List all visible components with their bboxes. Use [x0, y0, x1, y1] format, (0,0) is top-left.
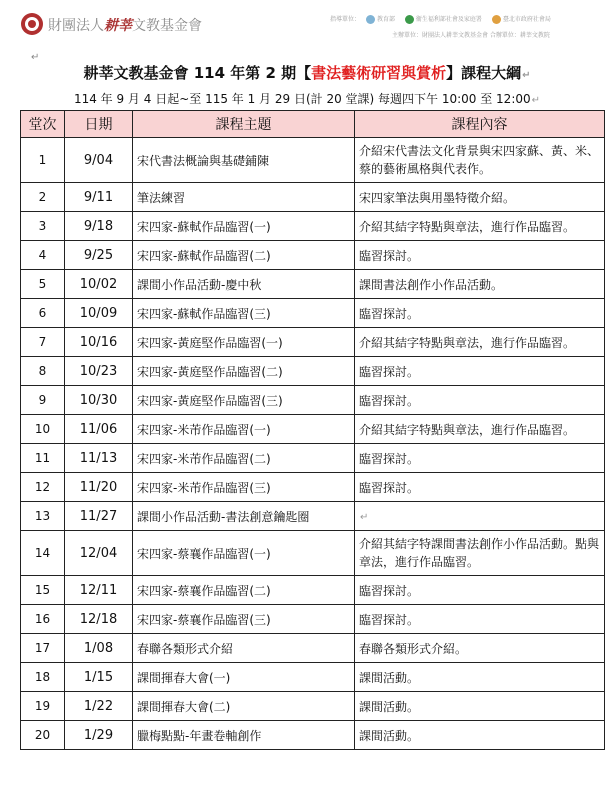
session-number: 7 — [21, 328, 65, 357]
session-number: 14 — [21, 531, 65, 576]
title-highlight: 書法藝術研習與賞析 — [311, 64, 447, 82]
session-content: 課間活動。 — [355, 721, 605, 750]
table-header-row — [21, 111, 605, 138]
session-content — [355, 502, 605, 531]
header-session: 堂次 — [21, 111, 65, 138]
session-date: 11/20 — [65, 473, 133, 502]
session-date: 12/04 — [65, 531, 133, 576]
session-date: 12/11 — [65, 576, 133, 605]
session-content: 宋四家筆法與用墨特徵介紹。 — [355, 183, 605, 212]
header-date: 日期 — [65, 111, 133, 138]
session-date: 9/18 — [65, 212, 133, 241]
session-date: 1/22 — [65, 692, 133, 721]
session-date: 11/06 — [65, 415, 133, 444]
session-date: 10/09 — [65, 299, 133, 328]
session-date: 1/08 — [65, 634, 133, 663]
session-topic: 宋四家-蔡襄作品臨習(二) — [133, 576, 355, 605]
session-topic: 課間小作品活動-慶中秋 — [133, 270, 355, 299]
table-row — [21, 328, 605, 357]
session-content: 介紹其結字特課間書法創作小作品活動。點與章法，進行作品臨習。 — [355, 531, 605, 576]
session-number: 10 — [21, 415, 65, 444]
session-date: 10/02 — [65, 270, 133, 299]
sponsor-2: 衛生福利部社會及家庭署 — [405, 16, 486, 23]
header-content: 課程內容 — [355, 111, 605, 138]
session-date: 11/27 — [65, 502, 133, 531]
sponsor-1: 教育部 — [366, 16, 399, 23]
table-row — [21, 183, 605, 212]
sponsor-3: 臺北市政府社會局 — [492, 16, 555, 23]
session-topic: 春聯各類形式介紹 — [133, 634, 355, 663]
session-number: 12 — [21, 473, 65, 502]
session-date: 1/15 — [65, 663, 133, 692]
organization-name — [48, 15, 202, 35]
session-topic: 課間揮春大會(二) — [133, 692, 355, 721]
session-content: 介紹其結字特點與章法，進行作品臨習。 — [355, 415, 605, 444]
session-content: 臨習探討。 — [355, 576, 605, 605]
organizer-line: 主辦單位：財團法人耕莘文教基金會 合辦單位：耕莘文教院 — [392, 32, 550, 39]
org-script-logo: 耕莘 — [104, 18, 132, 34]
session-topic: 宋四家-蘇軾作品臨習(三) — [133, 299, 355, 328]
session-topic: 宋四家-米芾作品臨習(一) — [133, 415, 355, 444]
table-row — [21, 415, 605, 444]
session-topic: 宋四家-黃庭堅作品臨習(一) — [133, 328, 355, 357]
session-topic: 宋四家-蘇軾作品臨習(一) — [133, 212, 355, 241]
session-date: 9/25 — [65, 241, 133, 270]
table-row — [21, 241, 605, 270]
session-content: 課間活動。 — [355, 663, 605, 692]
table-row — [21, 386, 605, 415]
title-suffix: 】課程大綱 — [446, 64, 522, 82]
session-content: 臨習探討。 — [355, 299, 605, 328]
session-date: 11/13 — [65, 444, 133, 473]
session-date: 9/04 — [65, 138, 133, 183]
header-topic: 課程主題 — [133, 111, 355, 138]
session-date: 9/11 — [65, 183, 133, 212]
table-row — [21, 692, 605, 721]
paragraph-mark-icon: ↵ — [31, 52, 40, 63]
title-prefix: 耕莘文教基金會 114 年第 2 期【 — [83, 64, 312, 82]
sponsor-label: 指導單位： — [330, 16, 361, 23]
table-row — [21, 357, 605, 386]
session-number: 6 — [21, 299, 65, 328]
table-row — [21, 605, 605, 634]
session-topic: 課間小作品活動-書法創意鑰匙圈 — [133, 502, 355, 531]
table-row — [21, 444, 605, 473]
table-row — [21, 138, 605, 183]
session-topic: 宋四家-黃庭堅作品臨習(三) — [133, 386, 355, 415]
session-number: 1 — [21, 138, 65, 183]
org-suffix: 文教基金會 — [132, 18, 202, 34]
session-topic: 宋四家-米芾作品臨習(二) — [133, 444, 355, 473]
session-content: 臨習探討。 — [355, 605, 605, 634]
session-content: 臨習探討。 — [355, 473, 605, 502]
session-number: 16 — [21, 605, 65, 634]
session-content: 介紹其結字特點與章法，進行作品臨習。 — [355, 328, 605, 357]
session-content: 臨習探討。 — [355, 444, 605, 473]
session-number: 9 — [21, 386, 65, 415]
table-row — [21, 634, 605, 663]
session-topic: 宋四家-蘇軾作品臨習(二) — [133, 241, 355, 270]
paragraph-mark-icon: ↵ — [360, 512, 369, 523]
session-content: 春聯各類形式介紹。 — [355, 634, 605, 663]
session-date: 10/23 — [65, 357, 133, 386]
session-content: 介紹其結字特點與章法，進行作品臨習。 — [355, 212, 605, 241]
table-row — [21, 473, 605, 502]
session-content: 臨習探討。 — [355, 386, 605, 415]
session-number: 13 — [21, 502, 65, 531]
table-row — [21, 576, 605, 605]
session-number: 15 — [21, 576, 65, 605]
session-topic: 宋四家-黃庭堅作品臨習(二) — [133, 357, 355, 386]
table-row — [21, 663, 605, 692]
table-row — [21, 270, 605, 299]
session-date: 10/16 — [65, 328, 133, 357]
session-number: 20 — [21, 721, 65, 750]
org-prefix: 財團法人 — [48, 18, 104, 34]
table-row — [21, 212, 605, 241]
session-date: 1/29 — [65, 721, 133, 750]
page-title — [0, 62, 614, 83]
session-date: 12/18 — [65, 605, 133, 634]
foundation-logo-icon — [20, 12, 44, 36]
session-number: 18 — [21, 663, 65, 692]
session-topic: 宋代書法概論與基礎鋪陳 — [133, 138, 355, 183]
session-date: 10/30 — [65, 386, 133, 415]
syllabus-table — [20, 110, 605, 750]
welfare-logo-icon — [405, 15, 414, 24]
table-row — [21, 299, 605, 328]
session-content: 課間活動。 — [355, 692, 605, 721]
session-content: 臨習探討。 — [355, 241, 605, 270]
session-number: 17 — [21, 634, 65, 663]
session-number: 19 — [21, 692, 65, 721]
letterhead — [0, 0, 614, 63]
table-row — [21, 502, 605, 531]
paragraph-mark-icon: ↵ — [531, 95, 541, 106]
table-row — [21, 721, 605, 750]
session-number: 5 — [21, 270, 65, 299]
session-content: 課間書法創作小作品活動。 — [355, 270, 605, 299]
session-number: 8 — [21, 357, 65, 386]
session-number: 2 — [21, 183, 65, 212]
sponsor-line — [330, 14, 559, 24]
ministry-logo-icon — [366, 15, 375, 24]
session-topic: 筆法練習 — [133, 183, 355, 212]
session-topic: 課間揮春大會(一) — [133, 663, 355, 692]
paragraph-mark-icon: ↵ — [522, 70, 531, 81]
session-number: 3 — [21, 212, 65, 241]
table-row — [21, 531, 605, 576]
session-number: 4 — [21, 241, 65, 270]
session-topic: 宋四家-蔡襄作品臨習(一) — [133, 531, 355, 576]
session-topic: 宋四家-米芾作品臨習(三) — [133, 473, 355, 502]
session-content: 介紹宋代書法文化背景與宋四家蘇、黃、米、蔡的藝術風格與代表作。 — [355, 138, 605, 183]
session-topic: 宋四家-蔡襄作品臨習(三) — [133, 605, 355, 634]
session-content: 臨習探討。 — [355, 357, 605, 386]
schedule-subtitle: 114 年 9 月 4 日起~至 115 年 1 月 29 日(計 20 堂課) 每週四下午 10:00 至 12:00↵ — [73, 92, 541, 106]
session-number: 11 — [21, 444, 65, 473]
session-topic: 臘梅點點-年畫卷軸創作 — [133, 721, 355, 750]
city-logo-icon — [492, 15, 501, 24]
